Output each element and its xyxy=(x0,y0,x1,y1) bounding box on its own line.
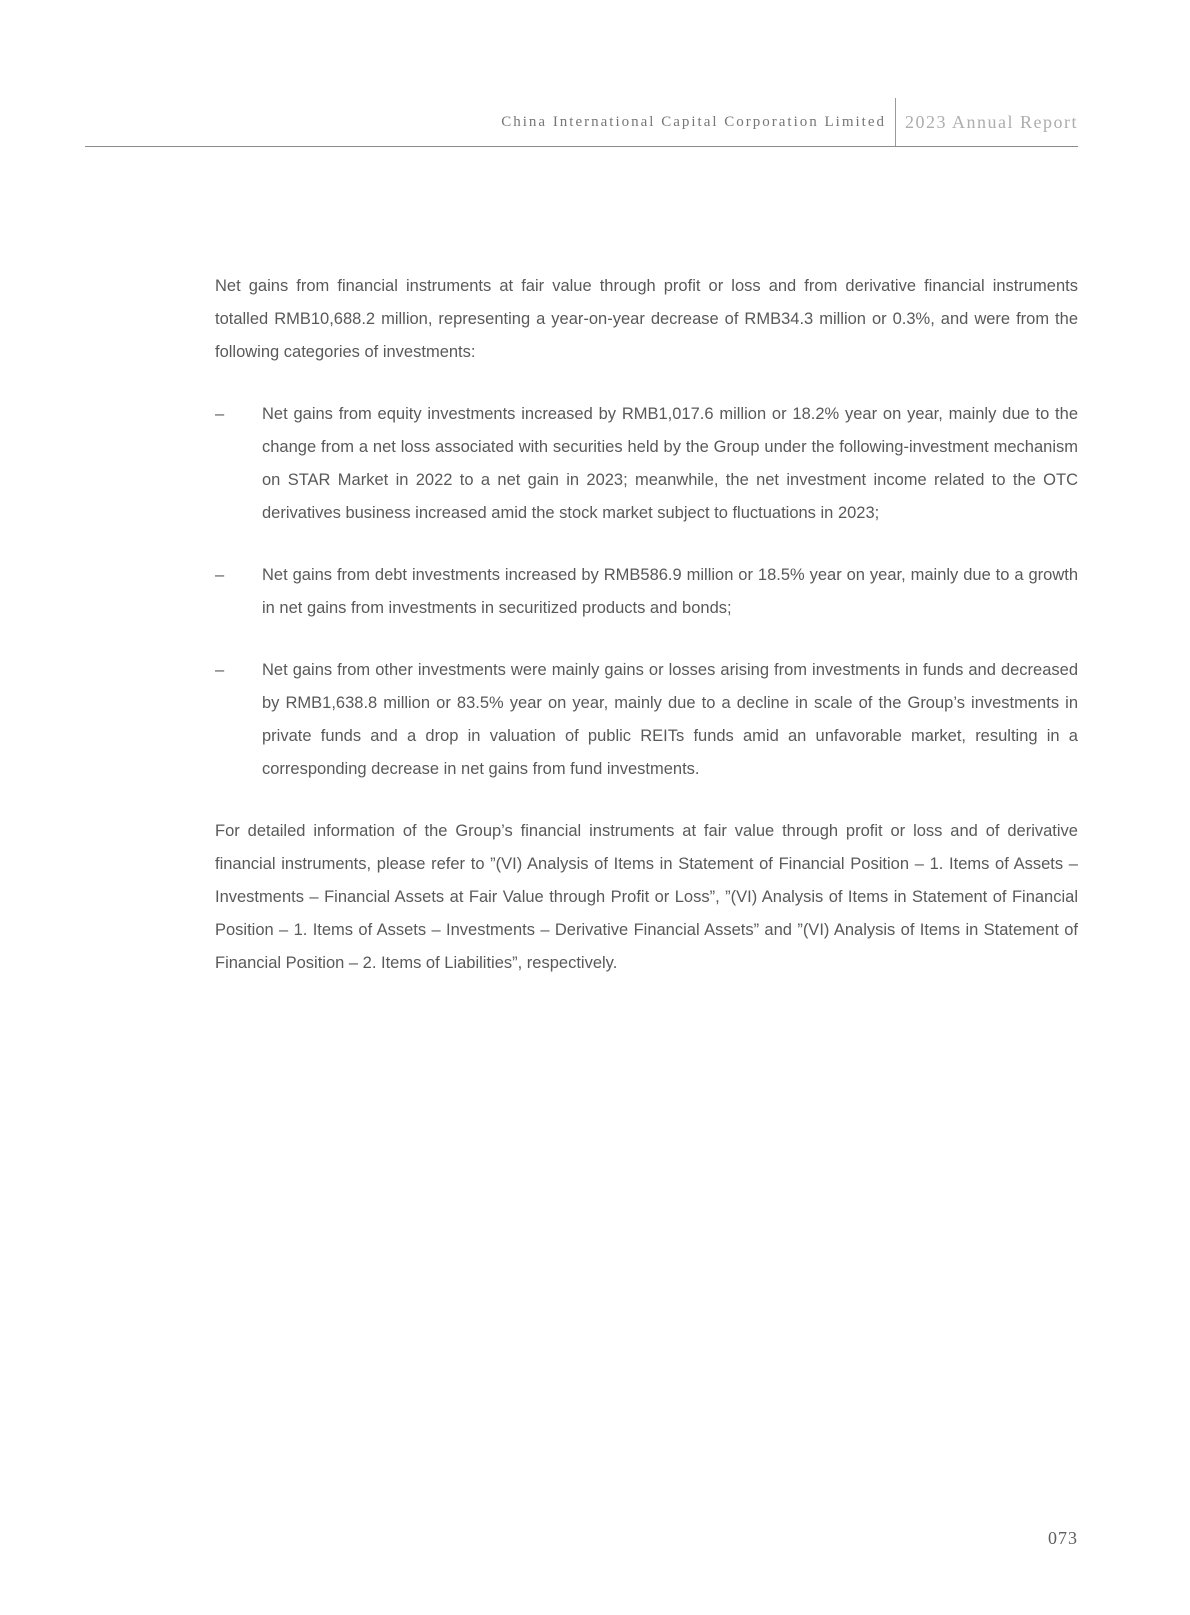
bullet-text: Net gains from equity investments increased by RMB1,017.6 million or 18.2% year on year, mainly due to the change from a net loss associated with securities held by the Group under the following-investment mechanism on STAR Market in 2022 to a net gain in 2023; meanwhile, the net investment income related to the OTC derivatives business increased amid the stock market subject to fluctuations in 2023; xyxy=(262,405,1078,522)
page-number: 073 xyxy=(1048,1528,1078,1548)
bullet-text: Net gains from debt investments increased by RMB586.9 million or 18.5% year on year, mainly due to a growth in net gains from investments in securitized products and bonds; xyxy=(262,566,1078,617)
closing-paragraph: For detailed information of the Group’s financial instruments at fair value through profit or loss and of derivative financial instruments, please refer to ”(VI) Analysis of Items in Statement of Financial Position – 1. Items of Assets – Investments – Financial Assets at Fair Value through Profit or Loss”, ”(VI) Analysis of Items in Statement of Financial Position – 1. Items of Assets – Investments – Derivative Financial Assets” and ”(VI) Analysis of Items in Statement of Financial Position – 2. Items of Liabilities”, respectively. xyxy=(215,822,1078,972)
company-name: China International Capital Corporation Limited xyxy=(501,113,886,130)
bullet-text: Net gains from other investments were mainly gains or losses arising from investments in funds and decreased by RMB1,638.8 million or 83.5% year on year, mainly due to a decline in scale of the Group’s investments in private funds and a drop in valuation of public REITs funds amid an unfavorable market, resulting in a corresponding decrease in net gains from fund investments. xyxy=(262,661,1078,778)
bullet-dash: – xyxy=(215,661,225,679)
body-text-column xyxy=(215,270,1078,1009)
report-title: 2023 Annual Report xyxy=(905,111,1078,132)
bullet-dash: – xyxy=(215,405,225,423)
bullet-other-investments xyxy=(215,654,1078,786)
header-vertical-divider xyxy=(895,98,896,146)
bullet-debt-investments xyxy=(215,559,1078,625)
header-rule xyxy=(85,146,1078,147)
bullet-dash: – xyxy=(215,566,225,584)
page-header xyxy=(85,98,1078,146)
bullet-equity-investments xyxy=(215,398,1078,530)
intro-paragraph: Net gains from financial instruments at fair value through profit or loss and from derivative financial instruments totalled RMB10,688.2 million, representing a year-on-year decrease of RMB34.3 million or 0.3%, and were from the following categories of investments: xyxy=(215,277,1078,361)
